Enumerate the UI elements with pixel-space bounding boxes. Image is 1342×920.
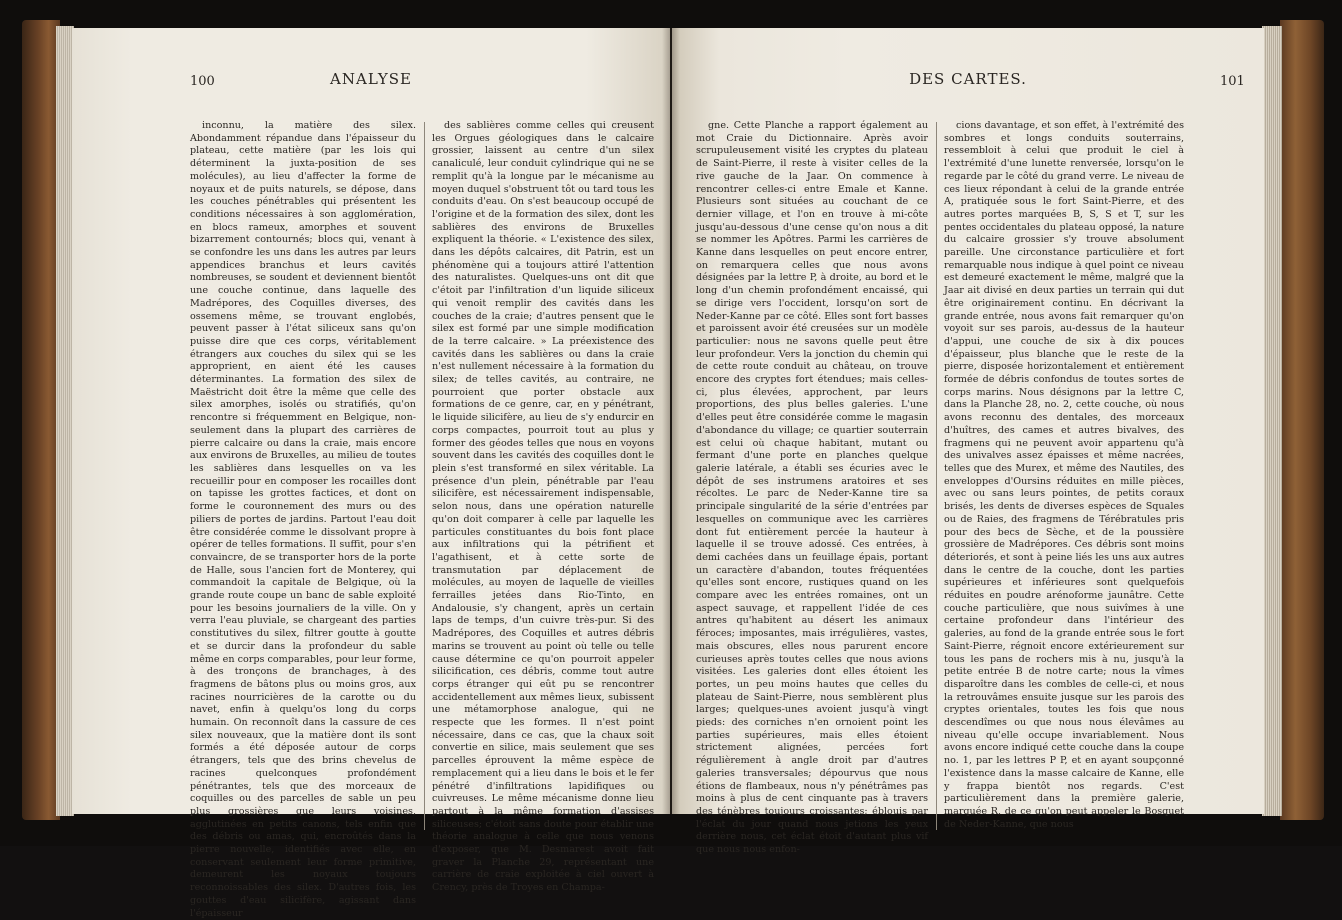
left-page-number: 100 <box>190 74 215 89</box>
right-book-cover <box>1280 20 1324 820</box>
right-column-rule <box>936 122 937 830</box>
right-column-1 <box>696 120 928 856</box>
left-column-rule <box>424 122 425 830</box>
right-column-2-text: cions davantage, et son effet, à l'extrémité des sombres et longs conduits souterrains, ressembloit à celui que produit le ciel à l'extrémité d'une lunette renversée, lorsqu'on le regarde par le côté du grand verre. Le niveau de ces lieux répondant à celui de la grande entrée A, pratiquée sous le fort Saint-Pierre, et des autres portes marquées B, S, S et T, sur les pentes occidentales du plateau opposé, la nature du calcaire grossier s'y trouve absolument pareille. Une circonstance particulière et fort remarquable nous indique à quel point ce niveau est demeuré exactement le même, malgré que la Jaar ait divisé en deux parties un terrain qui dut être originairement continu. En décrivant la grande entrée, nous avons fait remarquer qu'on voyoit sur ses parois, au-dessus de la hauteur d'appui, une couche de six à dix pouces d'épaisseur, plus blanche que le reste de la pierre, disposée horizontalement et entièrement formée de débris confondus de toutes sortes de corps marins. Nous désignons par la lettre C, dans la Planche 28, no. 2, cette couche, où nous avons reconnu des dentales, des morceaux d'huîtres, des cames et autres bivalves, des fragmens qui ne peuvent avoir appartenu qu'à des univalves assez épaisses et même nacrées, telles que des Murex, et même des Nautiles, des enveloppes d'Oursins réduites en mille pièces, avec ou sans leurs pointes, de petits coraux brisés, les dents de diverses espèces de Squales ou de Raies, des fragmens de Térébratules pris pour des becs de Sèche, et de la poussière grossière de Madrépores. Ces débris sont moins déteriorés, et sont à peine liés les uns aux autres dans le centre de la couche, dont les parties supérieures et inférieures sont quelquefois réduites en poudre arénoforme jaunâtre. Cette couche particulière, que nous suivîmes à une certaine profondeur dans l'intérieur des galeries, au fond de la grande entrée sous le fort Saint-Pierre, régnoit encore extérieurement sur tous les pans de rochers mis à nu, jusqu'à la petite entrée B de notre carte; nous la vîmes disparoître dans les combles de celle-ci, et nous la retrouvâmes ensuite jusque sur les parois des cryptes orientales, toutes les fois que nous descendîmes ou que nous nous élevâmes au niveau qu'elle occupe invariablement. Nous avons encore indiqué cette couche dans la coupe no. 1, par les lettres P P, et en ayant soupçonné l'existence dans la masse calcaire de Kanne, elle y frappa bientôt nos regards. C'est particulièrement dans la première galerie, marquée R, de ce qu'on peut appeler le Bosquet de Neder-Kanne, que nous <box>944 120 1184 830</box>
right-running-head: DES CARTES. <box>909 70 1027 88</box>
right-page <box>672 28 1264 856</box>
right-page-edges <box>1262 26 1282 816</box>
left-running-head: ANALYSE <box>330 70 412 88</box>
left-book-cover <box>22 20 60 820</box>
left-column-1 <box>190 120 416 919</box>
left-page <box>72 28 670 919</box>
right-column-1-text: gne. Cette Planche a rapport également au mot Craie du Dictionnaire. Après avoir scrupuleusement visité les cryptes du plateau de Saint-Pierre, il reste à visiter celles de la rive gauche de la Jaar. On commence à rencontrer celles-ci entre Emale et Kanne. Plusieurs sont situées au couchant de ce dernier village, et l'on en trouve à mi-côte jusqu'au-dessous d'une cense qu'on nous a dit se nommer les Apôtres. Parmi les carrières de Kanne dans lesquelles on peut encore entrer, on remarquera celles que nous avons désignées par la lettre P, à droite, au bord et le long d'un chemin profondément encaissé, qui se dirige vers l'occident, lorsqu'on sort de Neder-Kanne par ce côté. Elles sont fort basses et paroissent avoir été creusées sur un modèle particulier: nous ne savons quelle peut être leur profondeur. Vers la jonction du chemin qui de cette route conduit au château, on trouve encore des cryptes fort étendues; mais celles-ci, plus élevées, approchent, par leurs proportions, des plus belles galeries. L'une d'elles peut être considérée comme le magasin d'abondance du village; ce quartier souterrain est celui où chaque habitant, mutant ou fermant d'une porte en planches quelque galerie latérale, a établi ses écuries avec le dépôt de ses instrumens aratoires et ses récoltes. Le parc de Neder-Kanne tire sa principale singularité de la série d'entrées par lesquelles on communique avec les carrières dont fut entièrement percée la hauteur à laquelle il se trouve adossé. Ces entrées, à demi cachées dans un feuillage épais, portant un caractère d'abandon, toutes fréquentées qu'elles sont encore, rustiques quand on les compare avec les entrées romaines, ont un aspect sauvage, et rappellent l'idée de ces antres qu'habitent au désert les animaux féroces; imposantes, mais irrégulières, vastes, mais obscures, elles nous parurent encore curieuses après toutes celles que nous avions visitées. Les galeries dont elles étoient les portes, un peu moins hautes que celles du plateau de Saint-Pierre, nous semblèrent plus larges; quelques-unes avoient jusqu'à vingt pieds: des corniches n'en ornoient point les parties supérieures, mais elles étoient strictement alignées, percées fort régulièrement à angle droit par d'autres galeries transversales; dépourvus que nous étions de flambeaux, nous n'y pénétrâmes pas moins à plus de cent cinquante pas à travers des ténèbres toujours croissantes; éblouis par l'éclat du jour quand nous jetions les yeux derrière nous, cet éclat étoit d'autant plus vif que nous nous enfon- <box>696 120 928 856</box>
right-column-2 <box>944 120 1184 832</box>
right-page-number: 101 <box>1220 74 1245 89</box>
left-column-1-text: inconnu, la matière des silex. Abondamment répandue dans l'épaisseur du plateau, cette matière (par les lois qui déterminent la juxta-position de ses molécules), au lieu d'affecter la forme de noyaux et de puits naturels, se dépose, dans les couches pénétrables qui présentent les conditions nécessaires à son agglomération, en blocs rameux, amorphes et souvent bizarrement contournés; blocs qui, venant à se confondre les uns dans les autres par leurs appendices branchus et leurs cavités nombreuses, se soudent et deviennent bientôt une couche continue, dans laquelle des Madrépores, des Coquilles diverses, des ossemens même, se trouvant englobés, peuvent passer à l'état siliceux sans qu'on puisse dire que ces corps, véritablement étrangers aux couches du silex qui se les approprient, en aient été les causes déterminantes. La formation des silex de Maëstricht doit être la même que celle des silex amorphes, isolés ou stratifiés, qu'on rencontre si fréquemment en Belgique, non-seulement dans la plupart des carrières de pierre calcaire ou dans la craie, mais encore aux environs de Bruxelles, au milieu de toutes les sablières dans lesquelles on va les recueillir pour en composer les rocailles dont on tapisse les grottes factices, et dont on forme le couronnement des murs ou des piliers de portes de jardins. Partout l'eau doit être considérée comme le dissolvant propre à opérer de telles formations. Il suffit, pour s'en convaincre, de se transporter hors de la porte de Halle, sous l'ancien fort de Monterey, qui commandoit la capitale de Belgique, où la grande route coupe un banc de sable exploité pour les besoins journaliers de la ville. On y verra l'eau pluviale, se chargeant des parties constitutives du silex, filtrer goutte à goutte et se durcir dans la profondeur du sable même en corps comparables, pour leur forme, à des tronçons de branchages, à des fragmens de bâtons plus ou moins gros, aux racines nourricières de la carotte ou du navet, enfin à quelqu'os long du corps humain. On reconnoît dans la cassure de ces silex nouveaux, que la matière dont ils sont formés a été déposée autour de corps étrangers, tels que des brins chevelus de racines quelconques profondément pénétrantes, tels que des morceaux de coquilles ou des parcelles de sable un peu plus grossières que leurs voisines, agglutinées en petits canons, tels enfin que des débris ou amas, qui, encroûtés dans la pierre nouvelle, identifiés avec elle, en conservant seulement leur forme primitive, demeurent les noyaux toujours reconnoissables des silex. D'autres fois, les gouttes d'eau silicifère, agissant dans l'épaisseur <box>190 120 416 919</box>
left-column-2 <box>432 120 654 894</box>
book-gutter <box>662 28 680 814</box>
left-column-2-text: des sablières comme celles qui creusent les Orgues géologiques dans le calcaire grossier, laissent au centre d'un silex canaliculé, leur conduit cylindrique qui ne se remplit qu'à la longue par le mécanisme au moyen duquel s'obstruent tôt ou tard tous les conduits d'eau. On s'est beaucoup occupé de l'origine et de la formation des silex, dont les sablières des environs de Bruxelles expliquent la théorie. « L'existence des silex, dans les dépôts calcaires, dit Patrin, est un phénomène qui a toujours attiré l'attention des naturalistes. Quelques-uns ont dit que c'étoit par l'infiltration d'un liquide siliceux qui venoit remplir des cavités dans les couches de la craie; d'autres pensent que le silex est formé par une simple modification de la terre calcaire. » La préexistence des cavités dans les sablières ou dans la craie n'est nullement nécessaire à la formation du silex; de telles cavités, au contraire, ne pourroient que porter obstacle aux formations de ce genre, car, en y pénétrant, le liquide silicifère, au lieu de s'y endurcir en corps compactes, pourroit tout au plus y former des géodes telles que nous en voyons souvent dans les cavités des coquilles dont le plein s'est transformé en silex véritable. La présence d'un plein, pénétrable par l'eau silicifère, est nécessairement indispensable, selon nous, dans une opération naturelle qu'on doit comparer à celle par laquelle les particules constituantes du bois font place aux infiltrations qui la pétrifient et l'agathisent, et à cette sorte de transmutation par déplacement de molécules, au moyen de laquelle de vieilles ferrailles jetées dans Rio-Tinto, en Andalousie, s'y changent, après un certain laps de temps, d'un cuivre très-pur. Si des Madrépores, des Coquilles et autres débris marins se trouvent au point où telle ou telle cause détermine ce qu'on pourroit appeler silicification, ces débris, comme tout autre corps étranger qui eût pu se rencontrer accidentellement aux mêmes lieux, subissent une métamorphose analogue, qui ne respecte que les formes. Il n'est point nécessaire, dans ce cas, que la chaux soit convertie en silice, mais seulement que ses parcelles éprouvent la même espèce de remplacement qui a lieu dans le bois et le fer pénétré d'infiltrations lapidifiques ou cuivreuses. Le même mécanisme donne lieu partout à la même formation d'assises siliceuses; c'étoit sans doute pour établir une théorie analogue à celle que nous venons d'exposer, que M. Desmarest avoit fait graver la Planche 29, représentant une carrière de craie exploitée à ciel ouvert à Crency, près de Troyes en Champa- <box>432 120 654 894</box>
